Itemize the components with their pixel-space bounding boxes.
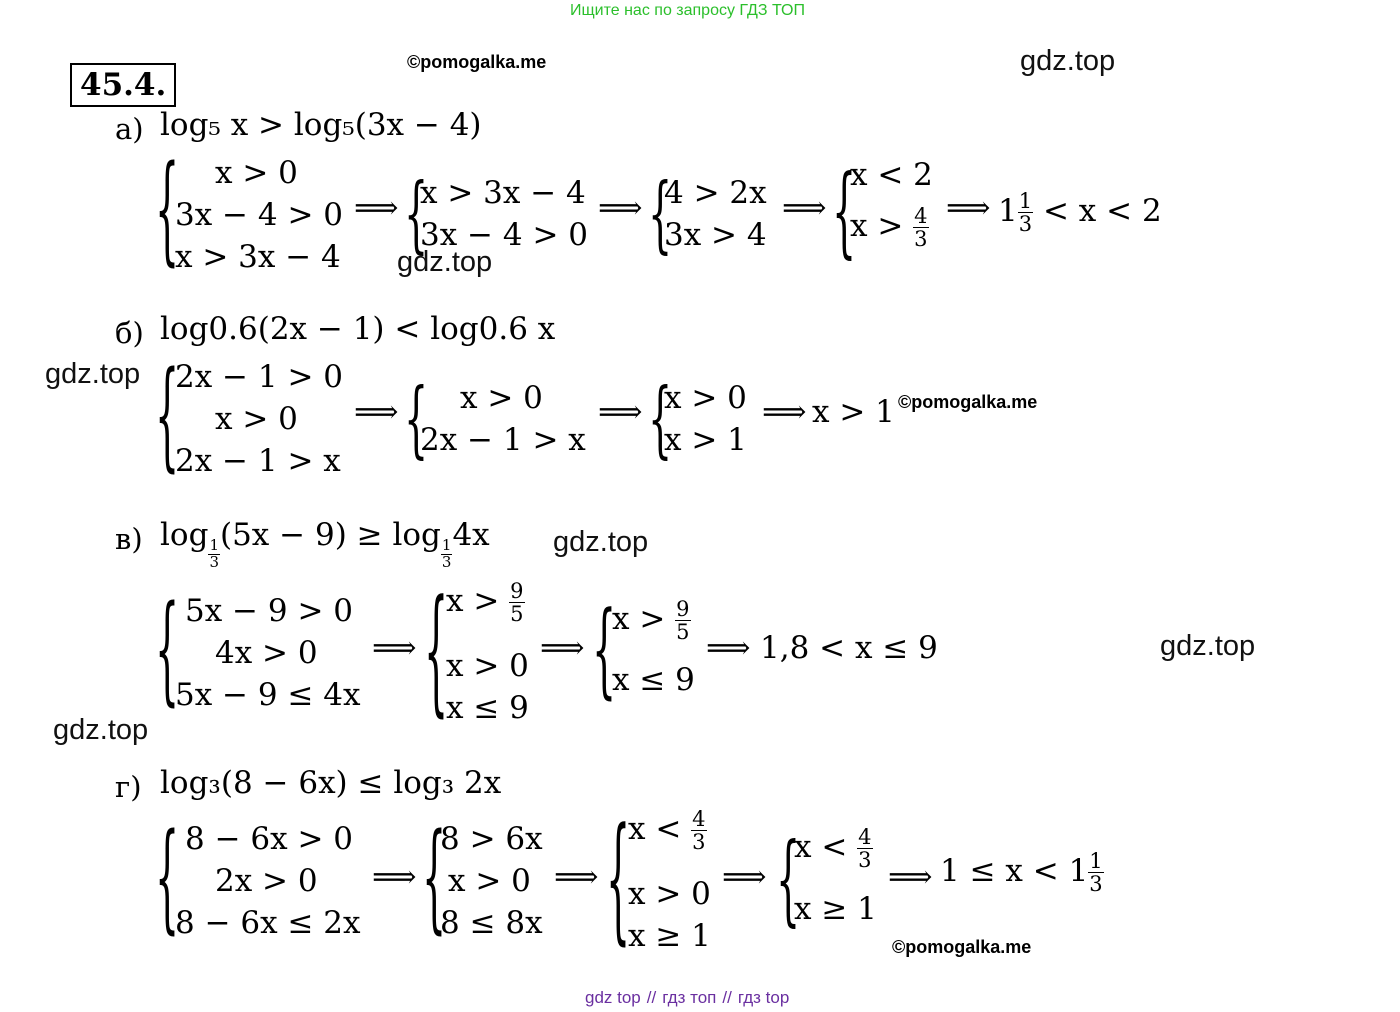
system-line: x >: [850, 208, 904, 245]
brace: {: [648, 370, 673, 468]
gdz-watermark: gdz.top: [53, 714, 149, 746]
system-line: 2x − 1 > x: [420, 422, 586, 458]
system-line: 8 ≤ 8x: [440, 905, 543, 941]
part-g-inequality: log₃(8 − 6x) ≤ log₃ 2x: [160, 765, 502, 801]
pomogalka-watermark: ©pomogalka.me: [892, 937, 1032, 957]
part-b-system2: [420, 377, 586, 461]
part-a-answer: 1 $\frac{1}{3}$ < x < 2: [998, 189, 1162, 237]
system-line: x >: [612, 601, 666, 638]
implies-arrow: ⟹: [782, 190, 827, 226]
part-v-label: в): [115, 522, 143, 556]
implies-arrow: ⟹: [598, 190, 643, 226]
system-line: x > 0: [215, 155, 298, 191]
fraction: $\frac{1}{3}$: [209, 536, 219, 571]
system-line: 3x > 4: [664, 217, 767, 253]
system-line: 5x − 9 ≤ 4x: [175, 677, 361, 713]
part-a-system3: [664, 172, 767, 256]
implies-arrow: ⟹: [372, 630, 417, 666]
system-line: x >: [446, 583, 500, 620]
fraction: $\frac{4}{3}$: [858, 825, 872, 873]
part-a-inequality: log₅ x > log₅(3x − 4): [160, 107, 482, 143]
footer-link[interactable]: гдз top: [737, 988, 790, 1007]
fraction: $\frac{1}{3}$: [441, 536, 452, 571]
brace: {: [606, 799, 631, 958]
top-search-hint[interactable]: Ищите нас по запросу ГДЗ ТОП: [570, 2, 805, 19]
part-v-system2: [446, 645, 529, 729]
brace: {: [404, 370, 429, 468]
footer-separator: //: [646, 988, 657, 1007]
part-b-system1: [175, 356, 343, 482]
part-b-inequality: log0.6(2x − 1) < log0.6 x: [160, 311, 556, 347]
system-line: x > 0: [448, 863, 531, 899]
system-line: x < 2: [850, 157, 933, 193]
implies-arrow: ⟹: [888, 859, 933, 895]
footer-separator: //: [722, 988, 732, 1007]
system-line: 5x − 9 > 0: [185, 593, 354, 629]
system-line: x ≤ 9: [446, 690, 529, 726]
system-line: x ≤ 9: [612, 662, 695, 698]
fraction: $\frac{1}{3}$: [1018, 189, 1033, 237]
system-line: x > 0: [664, 380, 747, 416]
part-g-system3-line1: [628, 808, 707, 853]
brace: {: [155, 140, 180, 278]
brace: {: [648, 165, 673, 263]
system-line: 2x − 1 > x: [175, 443, 341, 479]
gdz-watermark: gdz.top: [1160, 630, 1256, 662]
system-line: 2x > 0: [215, 863, 318, 899]
gdz-watermark: gdz.top: [45, 358, 141, 390]
system-line: x > 3x − 4: [175, 239, 341, 275]
system-line: x > 1: [664, 422, 747, 458]
system-line: 3x − 4 > 0: [175, 197, 344, 233]
part-g-answer: 1 ≤ x < 1 $\frac{1}{3}$: [940, 849, 1103, 897]
part-a-system4-line2: [850, 205, 929, 250]
fraction: $\frac{9}{5}$: [676, 597, 690, 645]
system-line: 8 − 6x ≤ 2x: [175, 905, 361, 941]
part-g-system4-line1: [794, 826, 873, 871]
brace: {: [592, 589, 617, 709]
system-line: x > 0: [628, 876, 711, 912]
part-v-inequality: log $\frac{1}{3}$ (5x − 9) ≥ log $\frac{1}{3}$ 4x: [160, 517, 490, 571]
implies-arrow: ⟹: [762, 394, 807, 430]
implies-arrow: ⟹: [706, 630, 751, 666]
part-a-system2: [420, 172, 588, 256]
implies-arrow: ⟹: [372, 859, 417, 895]
brace: {: [832, 154, 857, 269]
system-line: x ≥ 1: [794, 891, 877, 927]
fraction: $\frac{4}{3}$: [692, 807, 706, 855]
part-a-label: а): [115, 112, 144, 146]
implies-arrow: ⟹: [540, 630, 585, 666]
part-a-system1: [175, 152, 343, 278]
pomogalka-watermark: ©pomogalka.me: [407, 52, 547, 72]
fraction: $\frac{4}{3}$: [914, 204, 928, 252]
system-line: 8 > 6x: [440, 821, 543, 857]
part-g-system2: [440, 818, 543, 944]
task-number: 45.4.: [70, 63, 176, 107]
brace: {: [155, 580, 180, 718]
implies-arrow: ⟹: [722, 859, 767, 895]
footer-link[interactable]: gdz top: [585, 988, 641, 1007]
brace: {: [422, 808, 447, 946]
brace: {: [155, 808, 180, 946]
system-line: x <: [794, 829, 848, 866]
gdz-watermark: gdz.top: [553, 526, 649, 558]
implies-arrow: ⟹: [354, 190, 399, 226]
part-v-answer: 1,8 < x ≤ 9: [760, 630, 938, 666]
system-line: x > 0: [215, 401, 298, 437]
brace: {: [155, 346, 180, 484]
gdz-watermark: gdz.top: [1020, 45, 1116, 77]
pomogalka-watermark: ©pomogalka.me: [898, 392, 1038, 412]
part-b-label: б): [115, 316, 144, 350]
implies-arrow: ⟹: [946, 190, 991, 226]
system-line: 4 > 2x: [664, 175, 767, 211]
system-line: 2x − 1 > 0: [175, 359, 344, 395]
footer-link[interactable]: гдз топ: [662, 988, 717, 1007]
system-line: 4x > 0: [215, 635, 318, 671]
brace: {: [404, 165, 429, 263]
system-line: x > 0: [446, 648, 529, 684]
footer-links: [585, 988, 789, 1008]
system-line: x <: [628, 811, 682, 848]
gdz-watermark: gdz.top: [397, 246, 493, 278]
part-g-system1: [175, 818, 361, 944]
part-g-system3: [628, 873, 711, 957]
system-line: x > 0: [460, 380, 543, 416]
part-b-answer: x > 1: [812, 394, 895, 430]
system-line: x ≥ 1: [628, 918, 711, 954]
part-b-system3: [664, 377, 747, 461]
system-line: 3x − 4 > 0: [420, 217, 589, 253]
part-v-system2-line1: [446, 580, 525, 625]
brace: {: [776, 822, 801, 937]
brace: {: [424, 571, 449, 730]
implies-arrow: ⟹: [598, 394, 643, 430]
implies-arrow: ⟹: [554, 859, 599, 895]
part-g-label: г): [115, 770, 142, 804]
fraction: $\frac{1}{3}$: [1089, 849, 1103, 897]
part-v-system1: [175, 590, 361, 716]
system-line: x > 3x − 4: [420, 175, 586, 211]
system-line: 8 − 6x > 0: [185, 821, 354, 857]
part-v-system3-line1: [612, 598, 691, 643]
fraction: $\frac{9}{5}$: [510, 579, 524, 627]
implies-arrow: ⟹: [354, 394, 399, 430]
